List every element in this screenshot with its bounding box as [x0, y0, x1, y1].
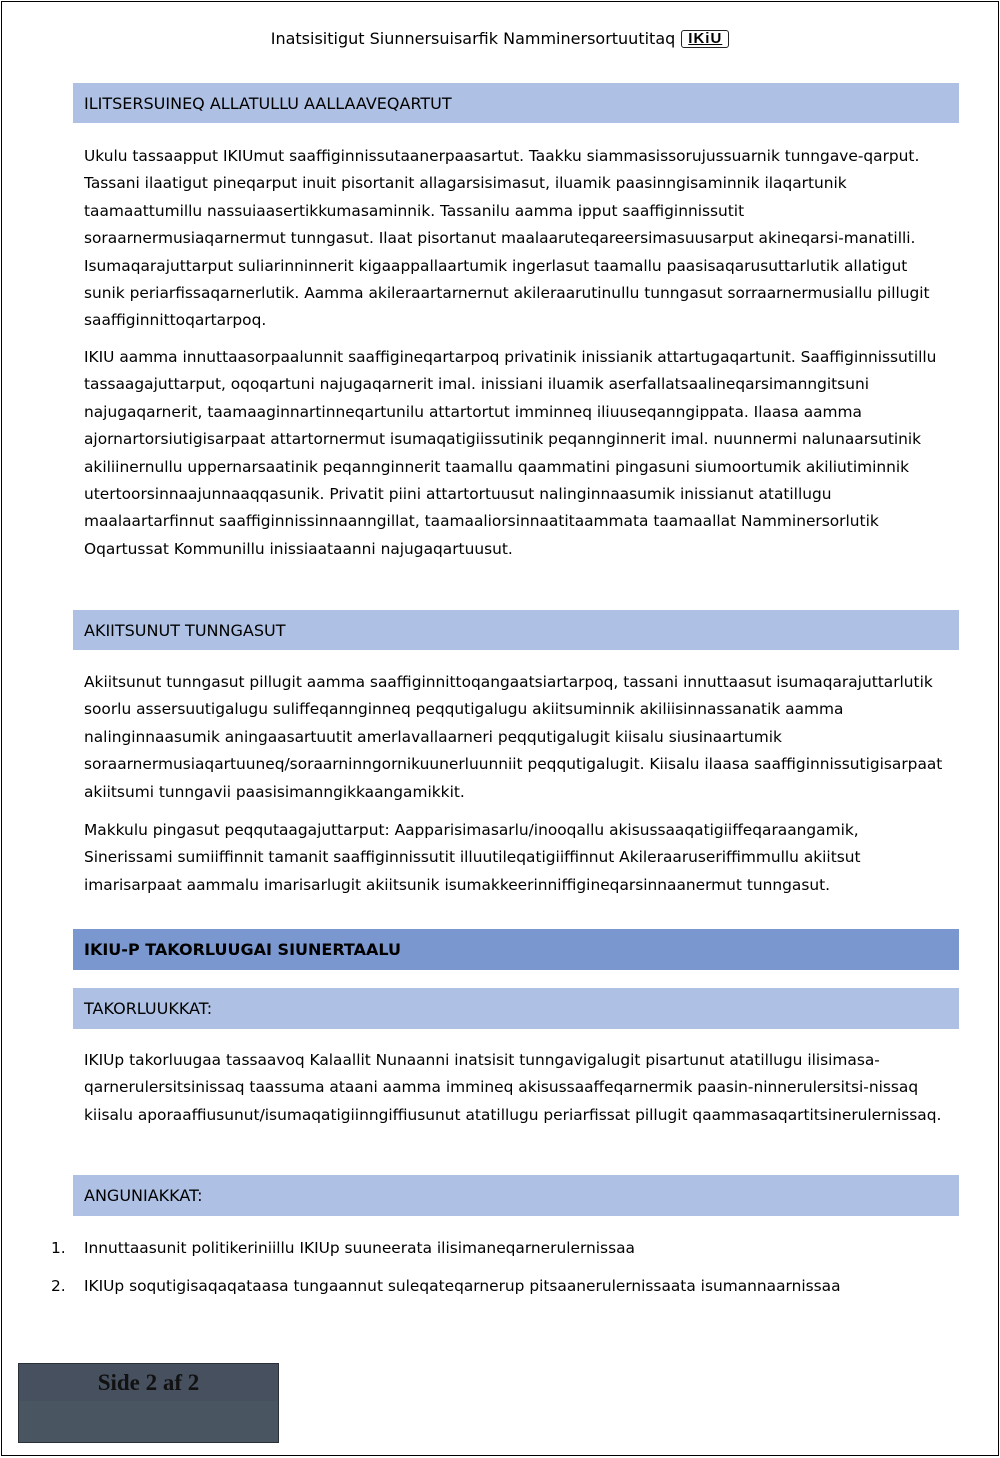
section-heading-vision: TAKORLUUKKAT: [73, 988, 959, 1029]
header-title: Inatsisitigut Siunnersuisarfik Namminersortuutitaq [270, 29, 676, 48]
list-item-number: 1. [51, 1239, 66, 1257]
section-heading-debts: AKIITSUNUT TUNNGASUT [73, 610, 959, 650]
list-item-number: 2. [51, 1277, 66, 1295]
paragraph-debts-1: Akiitsunut tunngasut pillugit aamma saaffiginnittoqangaatsiartarpoq, tassani innuttaasut isumaqarajuttarlutik soorlu assersuutigalugu suliffeqannginneq peqqutigalugu akiitsuminnik akiliisinnassanatik aamma nalinginnaasumik aningaasartuutit amerlavallaarneri peqqutigalugit kiisalu siusinaartumik soraarnermusiaqartuuneq/soraarninngornikuunerluunniit peqqutigalugit. Kiisalu ilaasa saaffiginnissutigisarpaat akiitsumi tunngavii paasisimanngikkaangamikkit. [84, 673, 943, 801]
page-number-box [18, 1363, 279, 1443]
section-heading-goals: ANGUNIAKKAT: [73, 1175, 959, 1216]
paragraph-guidance-1: Ukulu tassaapput IKIUmut saaffiginnissutaanerpaasartut. Taakku siammasissorujussuarnik tunngave-qarput. Tassani ilaatigut pineqarput inuit pisortanit allagarsisimasut, iluamik paasinngisaminnik ilaqartunik taamaattumillu nassuiaasertikkumasaminnik. Tassanilu aamma ipput saaffiginnissutit soraarnermusiaqarnermut tunngasut. Ilaat pisortanut maalaaruteqareersimasuusarput akineqarsi-manatilli. Isumaqarajuttarput suliarinninnerit kigaappallaartumik ingerlasut taamallu paasisaqarusuttarlutik allatigut sunik periarfissaqarnerlutik. Aamma akileraartarnernut akileraarutinullu tunngasut sorraarnermusiallu pillugit saaffiginnittoqartarpoq. [84, 147, 930, 330]
paragraph-vision: IKIUp takorluugaa tassaavoq Kalaallit Nunaanni inatsisit tunngavigalugit pisartunut atatillugu ilisimasa-qarnerulersitsinissaq taassuma ataani aamma immineq akisussaaffeqarnermik paasin-ninnerulersitsi-nissaq kiisalu aporaaffiusunut/isumaqatigiinngiffiusunut atatillugu periarfissat pillugit qaammasaqartitsinerulernissaq. [84, 1051, 942, 1124]
list-item [47, 1235, 947, 1273]
section-heading-guidance: ILITSERSUINEQ ALLATULLU AALLAAVEQARTUT [73, 83, 959, 123]
document-page [1, 1, 999, 1456]
page-header [2, 28, 998, 50]
paragraph-debts-2: Makkulu pingasut peqqutaagajuttarput: Aapparisimasarlu/inooqallu akisussaaqatigiiffeqaraangamik, Sinerissami sumiiffinnit tamanit saaffiginnissutit illuutileqatigiiffinnut Akileraaruseriffimmullu akiitsut imarisarpaat aammalu imarisarlugit akiitsunik isumakkeerinniffigineqarsinnaanermut tunngasut. [84, 821, 861, 894]
goals-list [47, 1235, 947, 1311]
section-heading-vision-goals: IKIU-P TAKORLUUGAI SIUNERTAALU [73, 929, 959, 970]
ikiu-logo: IKiU [681, 30, 729, 48]
list-item [47, 1273, 947, 1311]
page-number: Side 2 af 2 [97, 1370, 200, 1395]
footer-lower-band [19, 1401, 278, 1442]
list-item-text: IKIUp soqutigisaqaqataasa tungaannut suleqateqarnerup pitsaanerulernissaata isumannaarnissaa [84, 1277, 841, 1295]
paragraph-guidance-2: IKIU aamma innuttaasorpaalunnit saaffigineqartarpoq privatinik inissianik attartugaqartunit. Saaffiginnissutillu tassaagajuttarput, oqoqartuni najugaqarnerit imal. inissiani iluamik aserfallatsaalineqarsimanngitsuni najugaqarnerit, taamaaginnartinneqartunilu attartortut imminneq iliuuseqanngippata. Ilaasa aamma ajornartorsiutigisarpaat attartornermut isumaqatigiissutinik peqannginnerit imal. nuunnermi nalunaarsutinik akiliinernullu uppernarsaatinik peqannginnerit taamallu qaammatini pingasuni siumoortumik akiliutiminnik utertoorsinnaajunnaaqqasunik. Privatit piini attartortuusut nalinginnaasumik inissianut atatillugu maalaartarfinnut saaffiginnissinnaanngillat, taamaaliorsinnaatitaammata taamaallat Namminersorlutik Oqartussat Kommunillu inissiaataanni najugaqartuusut. [84, 348, 937, 558]
list-item-text: Innuttaasunit politikeriniillu IKIUp suuneerata ilisimaneqarnerulernissaa [84, 1239, 635, 1257]
